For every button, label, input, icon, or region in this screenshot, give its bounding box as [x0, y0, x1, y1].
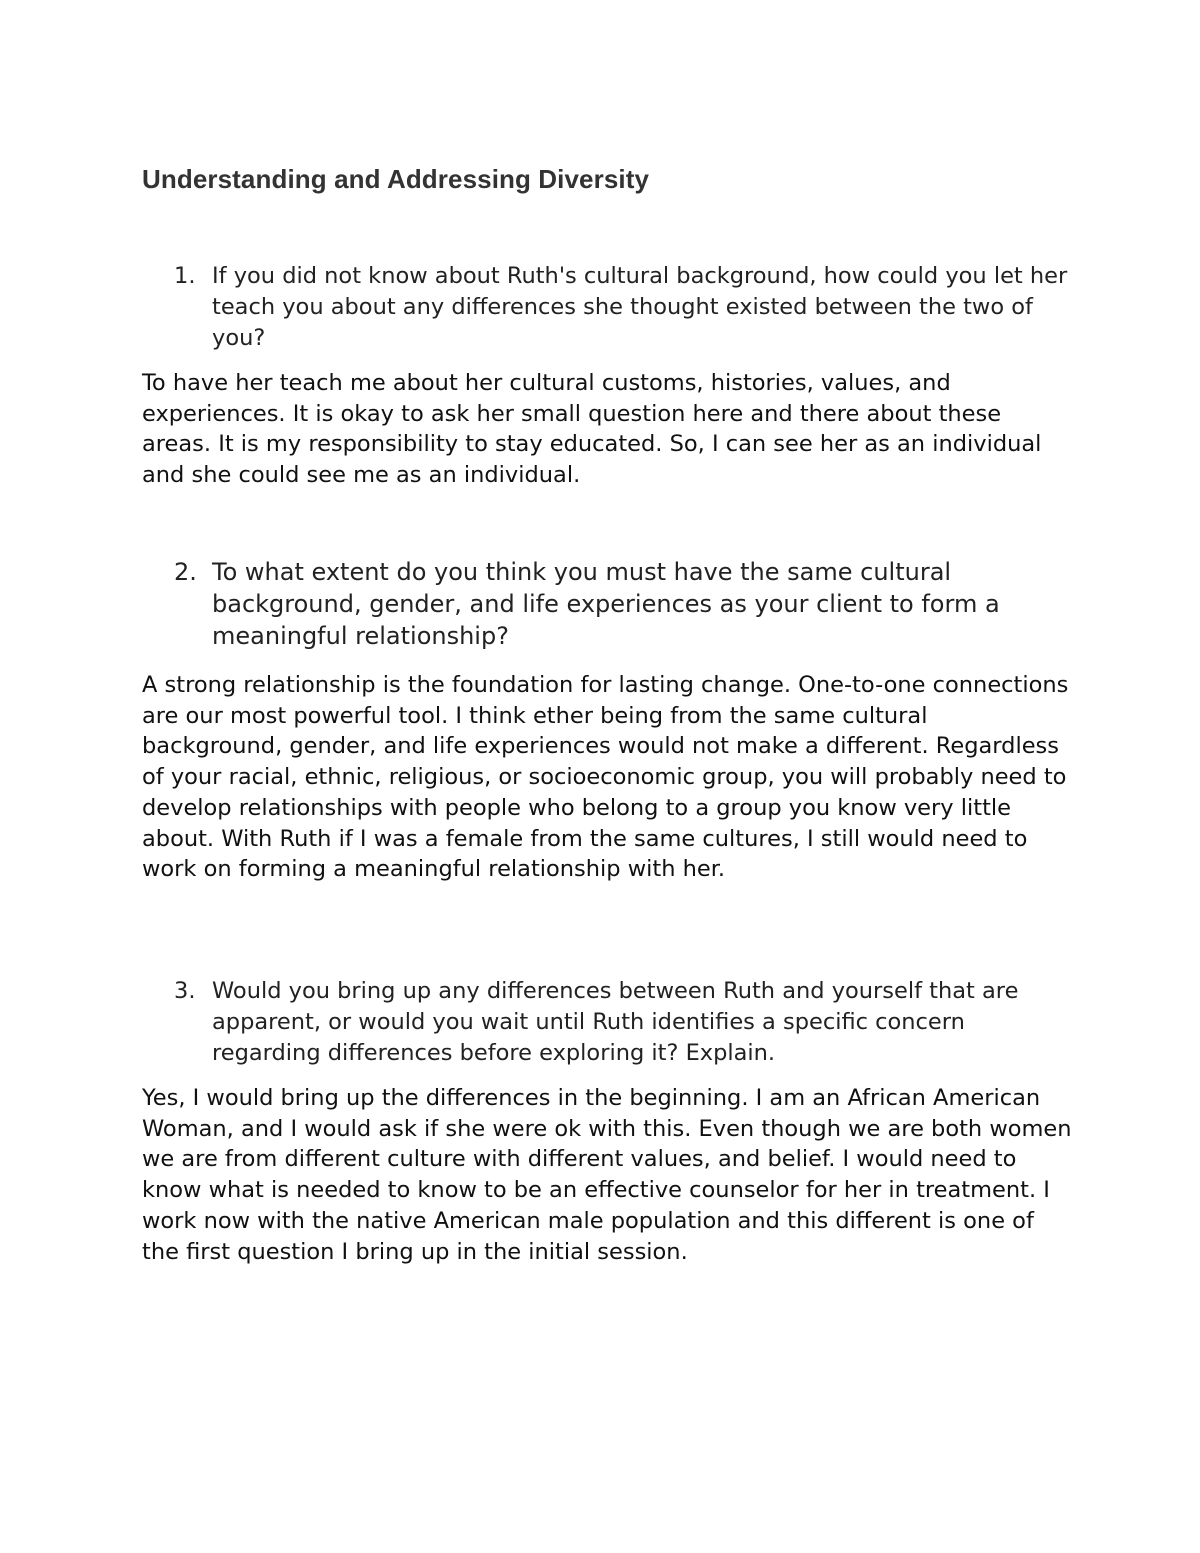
- answer-3: Yes, I would bring up the differences in the beginning. I am an African American Woman, and I would ask if she were ok with this. Even though we are both women we are from different culture with different values, and belief. I would need to know what is needed to know to be an effective counselor for her in treatment. I work now with the native American male population and this different is one of the first question I bring up in the initial session.: [142, 1085, 1072, 1265]
- answer-1: To have her teach me about her cultural customs, histories, values, and experiences. It is okay to ask her small question here and there about these areas. It is my responsibility to stay educated. So, I can see her as an individual and she could see me as an individual.: [142, 370, 1042, 489]
- question-text: If you did not know about Ruth's cultural background, how could you let her teach you about any differences she thought existed between the two of you?: [212, 263, 1068, 351]
- question-text: To what extent do you think you must have the same cultural background, gender, and life experiences as your client to form a meaningful relationship?: [212, 558, 1000, 650]
- question-1: [174, 261, 1074, 354]
- question-number: 1.: [174, 263, 196, 289]
- question-text: Would you bring up any differences between Ruth and yourself that are apparent, or would you wait until Ruth identifies a specific concern regarding differences before exploring it? Explain.: [212, 978, 1019, 1066]
- answer-2: A strong relationship is the foundation for lasting change. One-to-one connections are our most powerful tool. I think ether being from the same cultural background, gender, and life experiences would not make a different. Regardless of your racial, ethnic, religious, or socioeconomic group, you will probably need to develop relationships with people who belong to a group you know very little about. With Ruth if I was a female from the same cultures, I still would need to work on forming a meaningful relationship with her.: [142, 672, 1069, 883]
- question-number: 2.: [174, 558, 197, 586]
- question-number: 3.: [174, 978, 196, 1004]
- question-2: [174, 556, 1074, 652]
- question-3: [174, 976, 1074, 1069]
- document-title: Understanding and Addressing Diversity: [142, 164, 650, 194]
